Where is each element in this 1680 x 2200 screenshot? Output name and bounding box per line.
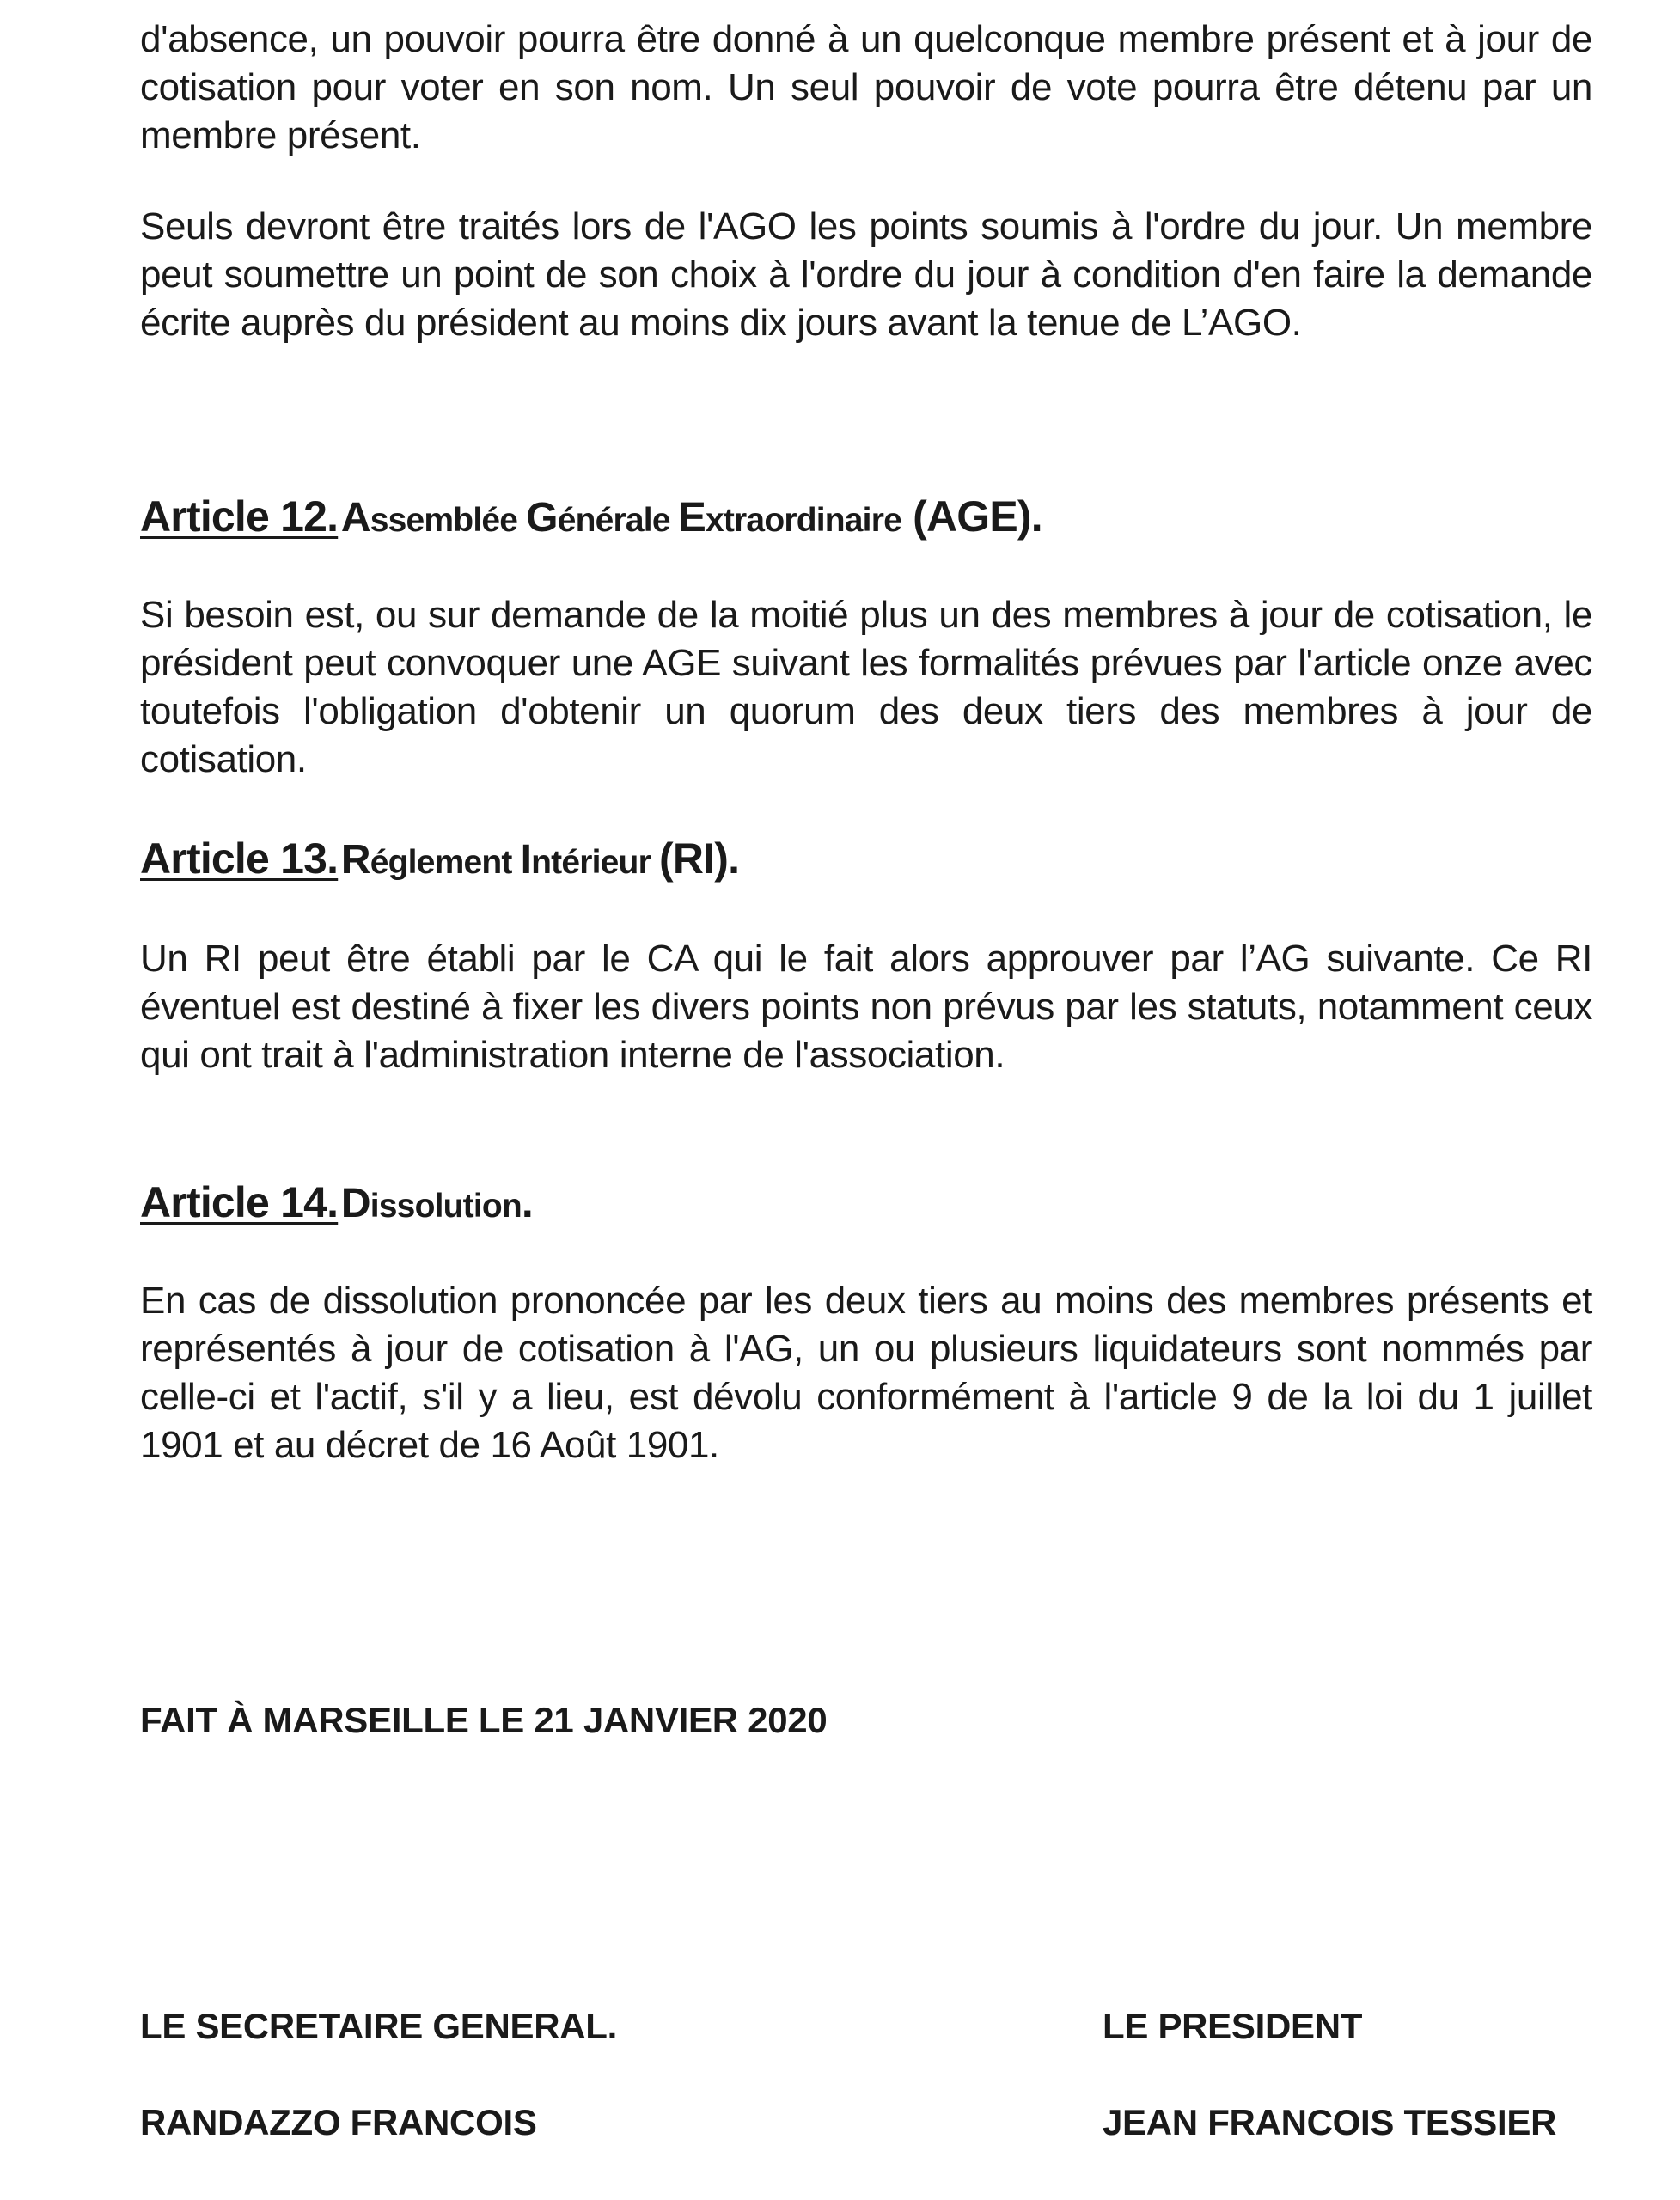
secretary-role: LE SECRETAIRE GENERAL. (140, 2006, 618, 2046)
article-14-suffix: . (521, 1178, 534, 1226)
place-date: FAIT À MARSEILLE LE 21 JANVIER 2020 (140, 1700, 828, 1740)
article-14-heading: Article 14. Dissolution. (140, 1178, 534, 1226)
article-13-number: Article 13. (140, 834, 339, 883)
intro-paragraph-1: d'absence, un pouvoir pourra être donné à un quelconque membre présent et à jour de cotisation pour voter en son nom. Un seul pouvoir de vote pourra être détenu par un membre présent. (140, 18, 1592, 156)
article-12-suffix: (AGE). (901, 492, 1042, 541)
article-13-heading: Article 13. Réglement Intérieur (RI). (140, 834, 740, 883)
article-14-body: En cas de dissolution prononcée par les deux tiers au moins des membres présents et représentés à jour de cotisation à l'AG, un ou plusieurs liquidateurs sont nommés par celle-ci et l'actif, s'il y a lieu, est dévolu conformément à l'article 9 de la loi du 1 juillet 1901 et au décret de 16 Août 1901. (140, 1280, 1592, 1466)
intro-paragraph-2: Seuls devront être traités lors de l'AGO les points soumis à l'ordre du jour. Un membre peut soumettre un point de son choix à l'ordre du jour à condition d'en faire la demande écrite auprès du président au moins dix jours avant la tenue de L’AGO. (140, 205, 1592, 344)
article-13-body: Un RI peut être établi par le CA qui le fait alors approuver par l’AG suivante. Ce RI éventuel est destiné à fixer les divers points non prévus par les statuts, notamment ceux qui ont trait à l'administration interne de l'association. (140, 938, 1592, 1076)
article-12-body: Si besoin est, ou sur demande de la moitié plus un des membres à jour de cotisation, le président peut convoquer une AGE suivant les formalités prévues par l'article onze avec toutefois l'obligation d'obtenir un quorum des deux tiers des membres à jour de cotisation. (140, 594, 1592, 780)
secretary-name: RANDAZZO FRANCOIS (140, 2102, 537, 2142)
president-role: LE PRESIDENT (1103, 2006, 1363, 2046)
article-12-heading: Article 12. Assemblée Générale Extraordinaire (AGE). (140, 492, 1042, 541)
article-13-suffix: (RI). (659, 834, 740, 883)
article-14-number: Article 14. (140, 1178, 339, 1226)
article-12-number: Article 12. (140, 492, 339, 541)
president-name: JEAN FRANCOIS TESSIER (1103, 2102, 1557, 2142)
